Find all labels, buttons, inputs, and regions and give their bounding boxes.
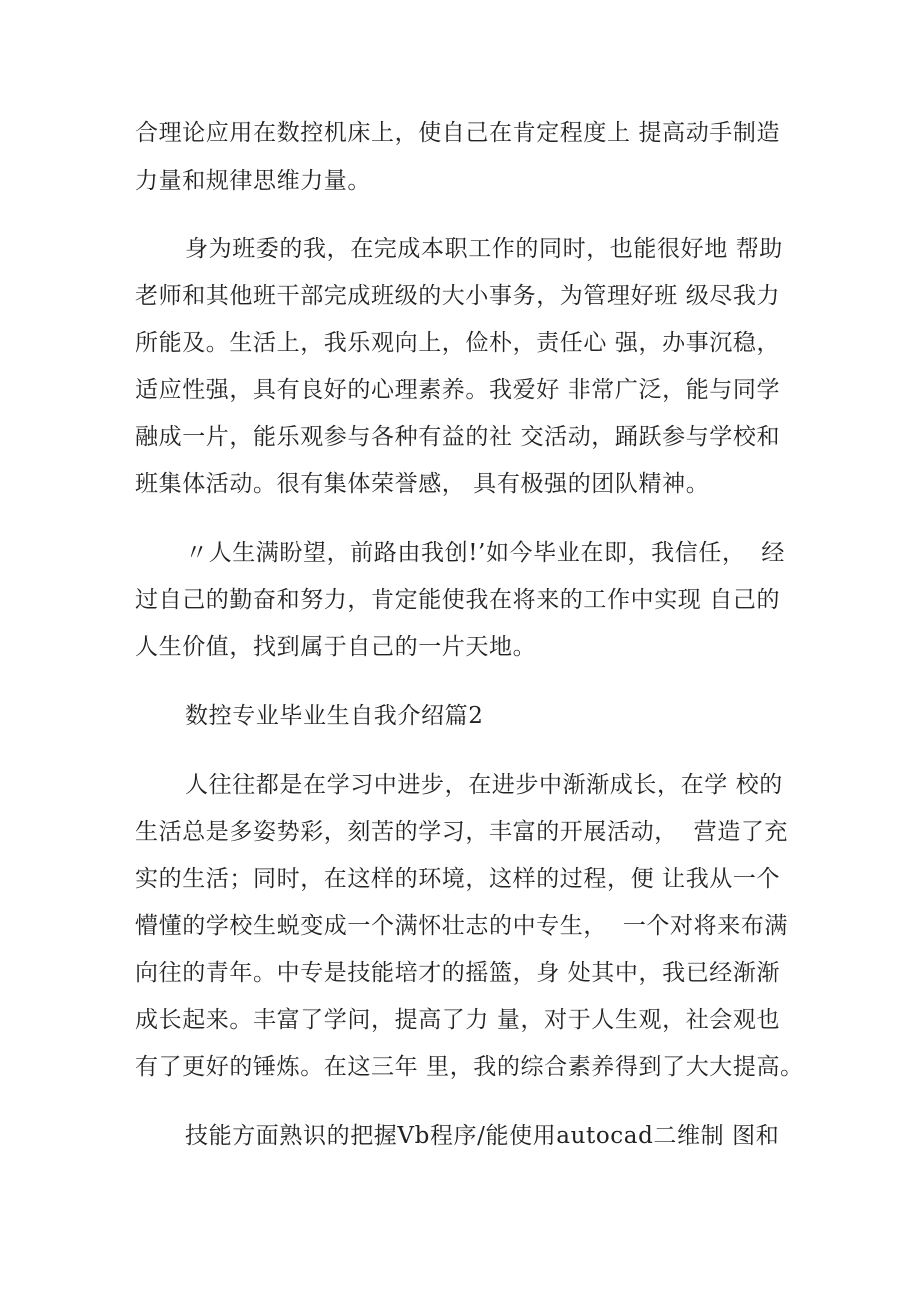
- text-line-7: 融成一片，能乐观参与各种有益的社 交活动，踊跃参与学校和: [135, 424, 781, 450]
- text-line-2: 力量和规律思维力量。: [135, 168, 371, 194]
- text-line-18: 成长起来。丰富了学问，提高了力 量，对于人生观，社会观也: [135, 1007, 781, 1033]
- text-line-19: 有了更好的锤炼。在这三年 里，我的综合素养得到了大大提高。: [135, 1054, 804, 1080]
- text-line-1: 合理论应用在数控机床上，使自己在肯定程度上 提高动手制造: [135, 120, 781, 146]
- text-line-10: 过自己的勤奋和努力，肯定能使我在将来的工作中实现 自己的: [135, 587, 781, 613]
- section-heading: 数控专业毕业生自我介绍篇2: [185, 703, 484, 729]
- text-line-6: 适应性强，具有良好的心理素养。我爱好 非常广泛，能与同学: [135, 377, 781, 403]
- text-line-9: 〃人生满盼望，前路由我创!’如今毕业在即，我信任， 经: [185, 540, 785, 566]
- text-line-11: 人生价值，找到属于自己的一片天地。: [135, 634, 537, 660]
- text-line-8: 班集体活动。很有集体荣誉感， 具有极强的团队精神。: [135, 471, 710, 497]
- text-line-3: 身为班委的我，在完成本职工作的同时，也能很好地 帮助: [185, 236, 783, 262]
- text-line-15: 实的生活；同时，在这样的环境，这样的过程，便 让我从一个: [135, 866, 781, 892]
- text-line-4: 老师和其他班干部完成班级的大小事务，为管理好班 级尽我力: [135, 283, 781, 309]
- text-line-13: 人往往都是在学习中进步，在进步中渐渐成长，在学 校的: [185, 772, 783, 798]
- text-line-16: 懵懂的学校生蜕变成一个满怀壮志的中专生， 一个对将来布满: [135, 913, 789, 939]
- text-line-20: 技能方面熟识的把握Vb程序/能使用autocad二维制 图和: [185, 1123, 780, 1149]
- text-line-17: 向往的青年。中专是技能培才的摇篮，身 处其中，我已经渐渐: [135, 960, 781, 986]
- text-line-14: 生活总是多姿势彩，刻苦的学习，丰富的开展活动， 营造了充: [135, 819, 789, 845]
- text-line-5: 所能及。生活上，我乐观向上，俭朴，责任心 强，办事沉稳，: [135, 330, 781, 356]
